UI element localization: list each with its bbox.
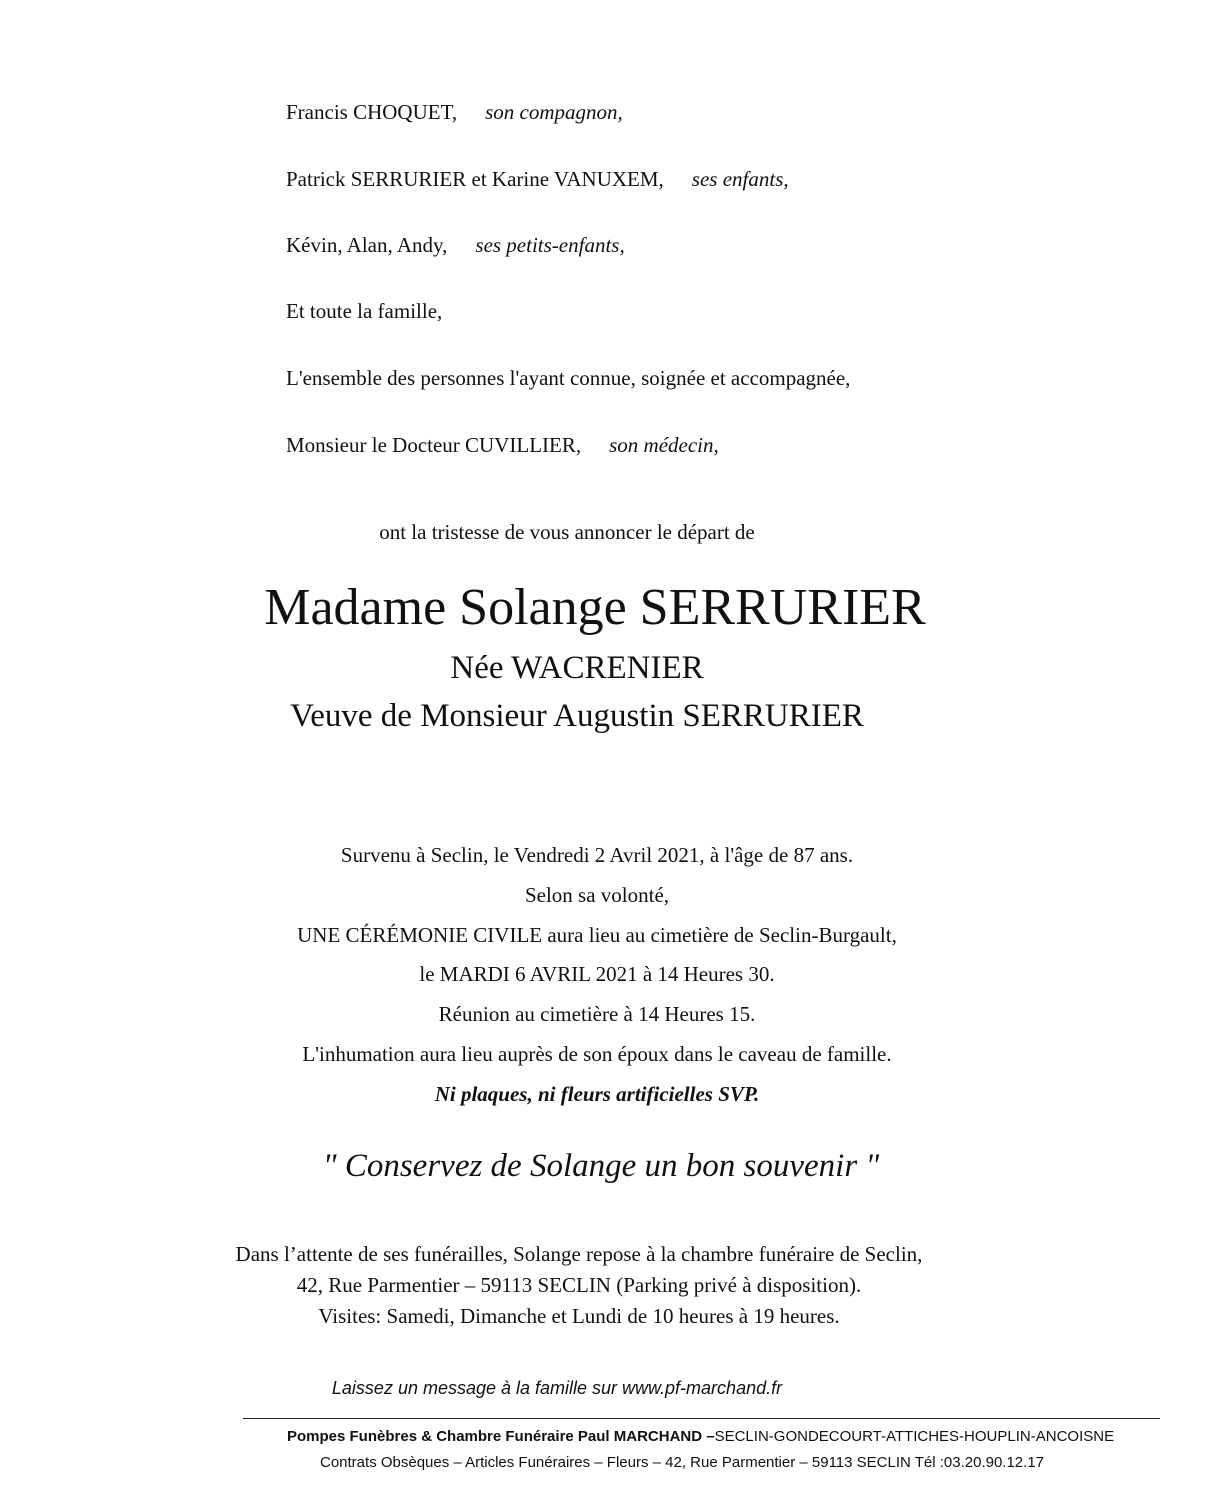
family-role: ses petits-enfants,: [475, 233, 625, 257]
company-towns: SECLIN-GONDECOURT-ATTICHES-HOUPLIN-ANCOISNE: [714, 1428, 1115, 1445]
family-name: Patrick SERRURIER et Karine VANUXEM,: [286, 167, 664, 191]
family-name: L'ensemble des personnes l'ayant connue, soignée et accompagnée,: [286, 366, 851, 390]
family-name: Kévin, Alan, Andy,: [286, 233, 448, 257]
repose-line: Visites: Samedi, Dimanche et Lundi de 10 heures à 19 heures.: [318, 1304, 840, 1328]
family-line-5: [286, 366, 850, 391]
family-role: son médecin,: [609, 433, 719, 457]
company-name: Pompes Funèbres & Chambre Funéraire Paul MARCHAND –: [287, 1428, 715, 1445]
footer-contact-line: Contrats Obsèques – Articles Funéraires – Fleurs – 42, Rue Parmentier – 59113 SECLIN Tél :03.20.90.12.17: [320, 1454, 1045, 1471]
detail-line: Réunion au cimetière à 14 Heures 15.: [438, 1002, 756, 1026]
memorial-quote: " Conservez de Solange un bon souvenir ": [322, 1148, 880, 1184]
detail-line: Selon sa volonté,: [524, 883, 670, 907]
family-line-3: [286, 233, 625, 258]
family-line-6: [286, 433, 719, 458]
deceased-name: Madame Solange SERRURIER: [264, 579, 926, 636]
detail-line: le MARDI 6 AVRIL 2021 à 14 Heures 30.: [419, 962, 775, 986]
maiden-name: Née WACRENIER: [450, 650, 704, 686]
footer-divider: [243, 1418, 1160, 1419]
family-line-4: [286, 299, 442, 324]
family-line-2: [286, 167, 789, 192]
detail-line: Survenu à Seclin, le Vendredi 2 Avril 2021, à l'âge de 87 ans.: [340, 843, 854, 867]
family-name: Et toute la famille,: [286, 299, 443, 323]
repose-line: 42, Rue Parmentier – 59113 SECLIN (Parking privé à disposition).: [296, 1273, 862, 1297]
family-line-1: [286, 100, 623, 125]
family-role: son compagnon,: [485, 100, 623, 124]
detail-line: L'inhumation aura lieu auprès de son époux dans le caveau de famille.: [302, 1042, 892, 1066]
website-message: Laissez un message à la famille sur www.pf-marchand.fr: [331, 1378, 783, 1398]
family-name: Monsieur le Docteur CUVILLIER,: [286, 433, 582, 457]
flowers-note: Ni plaques, ni fleurs artificielles SVP.: [434, 1082, 760, 1106]
widow-of: Veuve de Monsieur Augustin SERRURIER: [290, 698, 864, 734]
family-name: Francis CHOQUET,: [286, 100, 458, 124]
repose-line: Dans l’attente de ses funérailles, Solange repose à la chambre funéraire de Seclin,: [235, 1242, 923, 1266]
footer-company-line: [287, 1428, 1114, 1445]
family-role: ses enfants,: [691, 167, 789, 191]
detail-line: UNE CÉRÉMONIE CIVILE aura lieu au cimetière de Seclin-Burgault,: [297, 923, 897, 947]
announcement-text: ont la tristesse de vous annoncer le départ de: [379, 520, 755, 544]
